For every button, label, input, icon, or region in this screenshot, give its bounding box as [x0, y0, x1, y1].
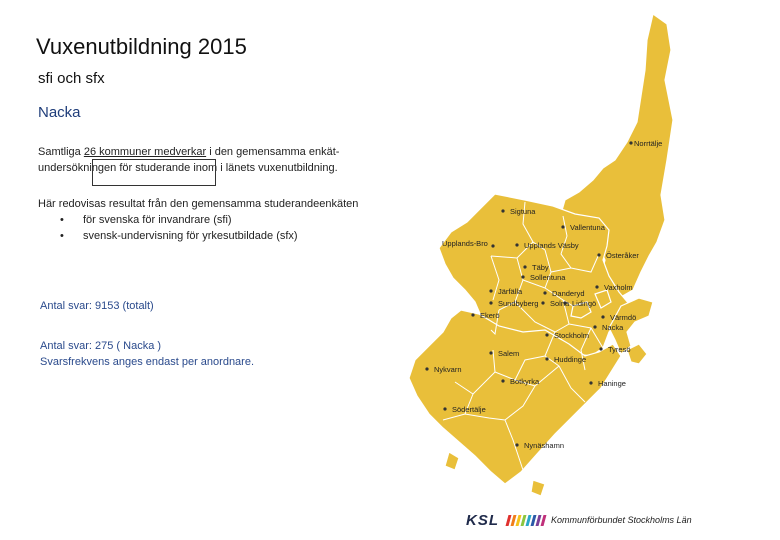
place-label: Huddinge: [554, 355, 587, 364]
place-dot: [595, 285, 598, 288]
place-dot: [515, 243, 518, 246]
place-label: Södertälje: [452, 405, 486, 414]
highlight-box: [92, 159, 216, 186]
place-dot: [597, 253, 600, 256]
list-item: • för svenska för invandrare (sfi): [38, 212, 418, 228]
place-dot: [491, 244, 494, 247]
place-label: Sigtuna: [510, 207, 536, 216]
county-map: [395, 10, 725, 500]
place-label: Upplands Väsby: [524, 241, 579, 250]
local-responses: [40, 338, 254, 370]
results-list: [38, 212, 418, 244]
place-label: Nynäshamn: [524, 441, 565, 450]
place-dot: [545, 357, 548, 360]
results-text: Här redovisas resultat från den gemensamma studerandeenkäten: [38, 198, 359, 210]
place-dot: [601, 315, 604, 318]
municipality-heading: Nacka: [38, 104, 81, 121]
local-responses-count: Antal svar: 275 ( Nacka ): [40, 340, 162, 352]
logo-stripes: [507, 515, 545, 526]
place-dot: [489, 301, 492, 304]
place-dot: [501, 209, 504, 212]
place-dot: [593, 325, 596, 328]
place-label: Stockholm: [554, 331, 590, 340]
place-label: Norrtälje: [634, 139, 663, 148]
place-label: Tyresö: [608, 345, 631, 354]
ksl-logo: KSL: [466, 511, 499, 529]
place-dot: [489, 351, 492, 354]
place-dot: [545, 333, 548, 336]
place-label: Salem: [498, 349, 520, 358]
place-dot: [523, 265, 526, 268]
place-dot: [599, 347, 602, 350]
map-region-8: [531, 480, 545, 496]
list-item: • svensk-undervisning för yrkesutbildade (sfx): [38, 228, 418, 244]
place-dot: [489, 289, 492, 292]
place-label: Värmdö: [610, 313, 637, 322]
place-label: Haninge: [598, 379, 626, 388]
place-label: Nacka: [602, 323, 624, 332]
place-dot: [629, 141, 632, 144]
place-dot: [443, 407, 446, 410]
place-dot: [521, 275, 524, 278]
place-dot: [543, 291, 546, 294]
place-label: Lidingö: [572, 299, 597, 308]
intro-text-line2: undersökningen för studerande inom i länets vuxenutbildning.: [38, 162, 338, 174]
place-dot: [471, 313, 474, 316]
place-label: Nykvarn: [434, 365, 462, 374]
logo-stripe: [541, 515, 547, 526]
place-dot: [515, 443, 518, 446]
place-label: Sundbyberg: [498, 299, 539, 308]
place-dot: [501, 379, 504, 382]
place-dot: [589, 381, 592, 384]
place-label: Österåker: [606, 251, 639, 260]
place-dot: [425, 367, 428, 370]
place-label: Täby: [532, 263, 549, 272]
place-label: Botkyrka: [510, 377, 540, 386]
place-dot: [561, 225, 564, 228]
place-label: Ekerö: [480, 311, 500, 320]
footer-logo: [466, 510, 692, 530]
place-label: Vaxholm: [604, 283, 633, 292]
map-region-7: [445, 452, 459, 470]
organization-name: Kommunförbundet Stockholms Län: [551, 515, 692, 525]
intro-underlined: 26 kommuner medverkar: [83, 146, 207, 158]
place-label: Sollentuna: [530, 273, 566, 282]
page-title: Vuxenutbildning 2015: [36, 34, 247, 59]
total-responses: Antal svar: 9153 (totalt): [40, 300, 154, 312]
place-label: Järfälla: [498, 287, 523, 296]
results-description: [38, 196, 418, 244]
intro-text-mid: i den gemensamma enkät-: [206, 146, 340, 158]
place-label: Upplands-Bro: [442, 239, 488, 248]
response-rate-note: Svarsfrekvens anges endast per anordnare.: [40, 356, 255, 368]
place-dot: [541, 301, 544, 304]
place-label: Solna: [550, 299, 570, 308]
place-label: Vallentuna: [570, 223, 605, 232]
page-subtitle: sfi och sfx: [38, 70, 105, 87]
place-label: Danderyd: [552, 289, 585, 298]
intro-text-start: Samtliga: [38, 146, 84, 158]
